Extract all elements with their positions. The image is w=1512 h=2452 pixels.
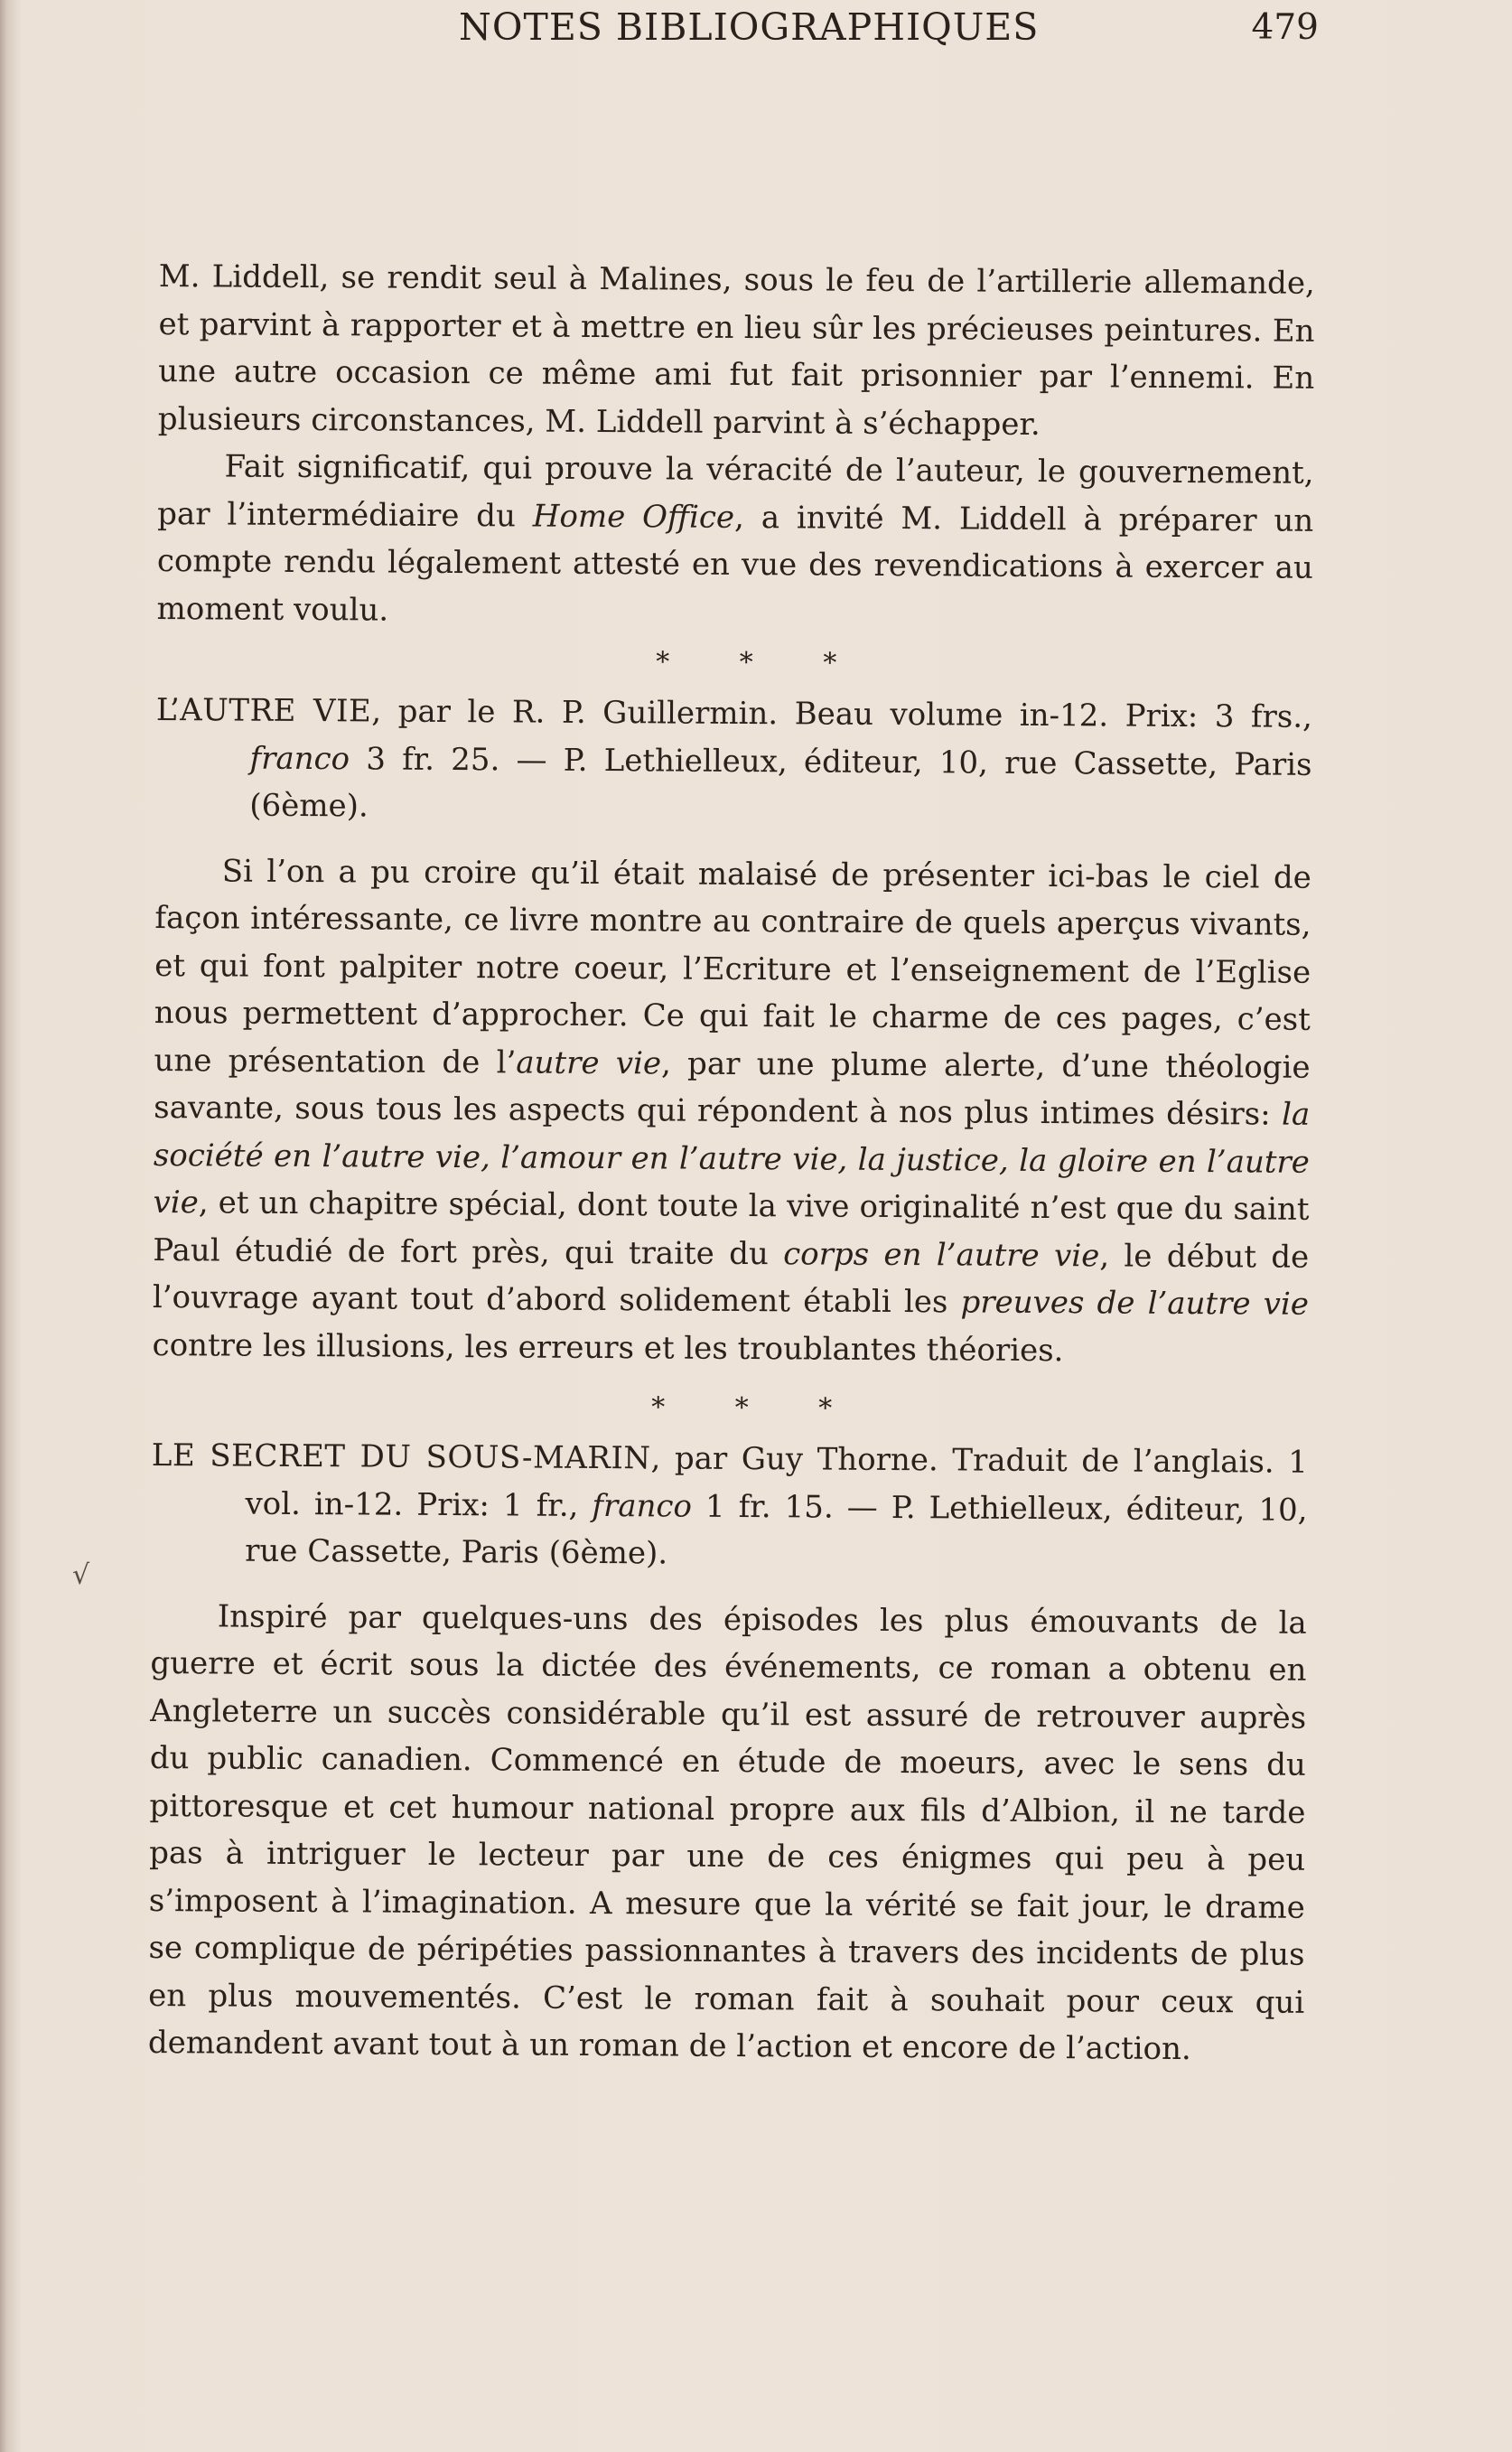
review-italic: la société en l’autre vie, l’amour en l’autre vie, la justice, la gloire en l’autre vie — [153, 1096, 1311, 1221]
book-title: LE SECRET DU SOUS-MARIN — [151, 1437, 651, 1477]
review-italic: preuves de l’autre vie — [960, 1284, 1310, 1323]
review-italic: corps en l’autre vie — [783, 1235, 1100, 1274]
entry-italic: franco — [592, 1487, 693, 1525]
entry-italic: franco — [249, 740, 350, 777]
entry-text: , par Guy Thorne. Traduit de l’anglais. 1 vol. in-12. Prix: 1 fr., — [245, 1440, 1308, 1524]
margin-checkmark: √ — [72, 1559, 90, 1591]
review-text: contre les illusions, les erreurs et les troublantes théories. — [152, 1326, 1064, 1369]
running-title: NOTES BIBLIOGRAPHIQUES — [459, 5, 1040, 49]
running-head — [298, 0, 1319, 54]
review-italic: autre vie — [516, 1044, 662, 1081]
review-paragraph-1 — [152, 847, 1311, 1375]
entry-text: 1 fr. 15. — P. Lethielleux, éditeur, 10, rue Cassette, Paris (6ème). — [245, 1488, 1308, 1572]
intro-paragraph-2 — [156, 443, 1313, 640]
page-body — [148, 253, 1315, 2073]
bibliographic-entry-2 — [151, 1432, 1308, 1581]
entry-text: , par le R. P. Guillermin. Beau volume in-12. Prix: 3 frs., — [371, 693, 1313, 735]
book-title: L’AUTRE VIE — [155, 691, 372, 730]
review-paragraph-2: Inspiré par quelques-uns des épisodes les plus émouvants de la guerre et écrit sous la dictée des événements, ce roman a obtenu en Angleterre un succès considérable qu’il est assuré de retrouver auprès du public canadien. Commencé en étude de moeurs, avec le sens du pittoresque et cet humour national propre aux fils d’Albion, il ne tarde pas à intriguer le lecteur par une de ces énigmes qui peu à peu s’imposent à l’imagination. A mesure que la vérité se fait jour, le drame se complique de péripéties passionnantes à travers des incidents de plus en plus mouvementés. C’est le roman fait à souhait pour ceux qui demandent avant tout à un roman de l’action et encore de l’action. — [147, 1597, 1307, 2068]
intro-italic: Home Office — [532, 498, 735, 536]
section-separator: * * * — [656, 646, 868, 679]
review-text: , et un chapitre spécial, dont toute la vive originalité n’est que du saint Paul étudié de fort près, qui traite du — [153, 1184, 1310, 1272]
entry-text: 3 fr. 25. — P. Lethielleux, éditeur, 10, rue Cassette, Paris (6ème). — [249, 740, 1312, 825]
page-number: 479 — [1251, 7, 1319, 48]
review-text: , par une plume alerte, d’une théologie savante, sous tous les aspects qui répondent à nos plus intimes désirs: — [154, 1044, 1311, 1133]
intro-text: , a invité M. Liddell à préparer un compte rendu légalement attesté en vue des revendications à exercer au moment voulu. — [156, 499, 1314, 629]
intro-paragraph-1: M. Liddell, se rendit seul à Malines, sous le feu de l’artillerie allemande, et parvint à rapporter et à mettre en lieu sûr les précieuses peintures. En une autre occasion ce même ami fut fait prisonnier par l’ennemi. En plusieurs circonstances, M. Liddell parvint à s’échapper. — [157, 257, 1315, 443]
section-separator: * * * — [651, 1391, 863, 1425]
intro-text: Fait significatif, qui prouve la véracité de l’auteur, le gouvernement, par l’intermédiaire du — [157, 448, 1314, 535]
review-text: , le début de l’ouvrage ayant tout d’abord solidement établi les — [152, 1237, 1310, 1321]
bibliographic-entry-1 — [155, 687, 1312, 836]
review-text: Si l’on a pu croire qu’il était malaisé de présenter ici-bas le ciel de façon intéressante, ce livre montre au contraire de quels aperçus vivants, et qui font palpiter notre coeur, l’Ecriture et l’enseignement de l’Eglise nous permettent d’approcher. Ce qui fait le charme de ces pages, c’est une présentation de l’ — [154, 852, 1311, 1081]
